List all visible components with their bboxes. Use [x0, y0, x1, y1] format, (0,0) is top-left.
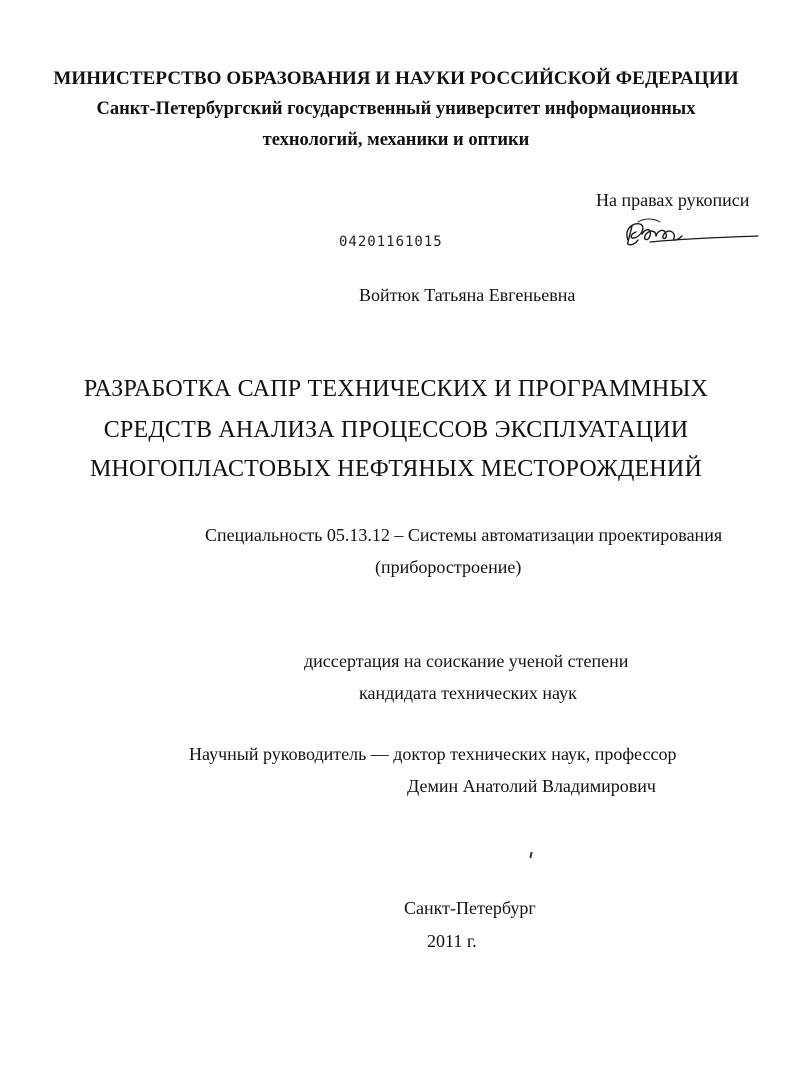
- author-name: Войтюк Татьяна Евгеньевна: [359, 285, 576, 305]
- degree-line1: диссертация на соискание ученой степени: [304, 651, 629, 671]
- degree-line2: кандидата технических наук: [359, 683, 577, 703]
- city: Санкт-Петербург: [404, 898, 536, 918]
- signature-icon: [620, 216, 760, 250]
- specialty-line2: (приборостроение): [375, 557, 522, 577]
- supervisor-name: Демин Анатолий Владимирович: [407, 776, 656, 796]
- thesis-title-line2: СРЕДСТВ АНАЛИЗА ПРОЦЕССОВ ЭКСПЛУАТАЦИИ: [103, 417, 689, 443]
- catalog-code: 04201161015: [339, 234, 443, 250]
- thesis-title-line3: МНОГОПЛАСТОВЫХ НЕФТЯНЫХ МЕСТОРОЖДЕНИЙ: [89, 456, 702, 482]
- university-name-line2: технологий, механики и оптики: [262, 130, 530, 150]
- university-name-line1: Санкт-Петербургский государственный университет информационных: [96, 99, 696, 119]
- supervisor-line1: Научный руководитель — доктор технических наук, профессор: [189, 744, 677, 764]
- thesis-title-line1: РАЗРАБОТКА САПР ТЕХНИЧЕСКИХ И ПРОГРАММНЫХ: [83, 376, 709, 402]
- specialty-line1: Специальность 05.13.12 – Системы автоматизации проектирования: [205, 525, 723, 545]
- ministry-heading: МИНИСТЕРСТВО ОБРАЗОВАНИЯ И НАУКИ РОССИЙСКОЙ ФЕДЕРАЦИИ: [53, 68, 739, 89]
- manuscript-rights-note: На правах рукописи: [596, 190, 750, 210]
- year: 2011 г.: [427, 931, 477, 951]
- stray-mark: [529, 852, 532, 858]
